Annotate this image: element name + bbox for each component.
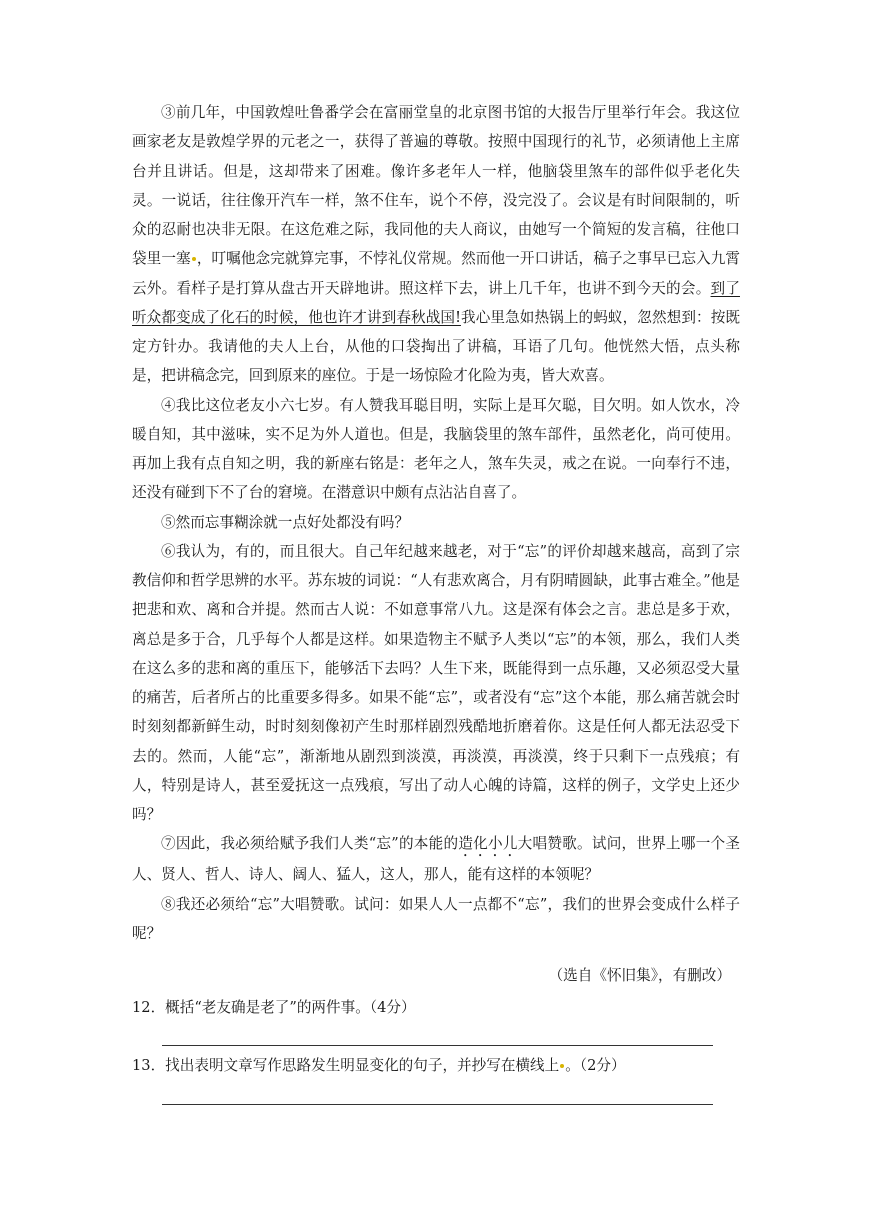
paragraph-3-text-c: 我心里急如热锅上的蚂蚁，忽然想到：按既定方针办。我请他的夫人上台，从他的口袋掏出了讲稿，耳语了几句。他恍然大悟，点头称是，把讲稿念完，回到原来的座位。于是一场惊险才化险为夷，皆大欢喜。 [132, 308, 740, 385]
answer-line-12[interactable] [162, 1045, 713, 1046]
highlight-dot-icon [560, 1064, 564, 1068]
underlined-sentence: 到了听众都变成了化石的时候，他也许才讲到春秋战国! [132, 279, 740, 326]
answer-line-13[interactable] [162, 1104, 713, 1105]
paragraph-7-text-b: 大唱赞歌。试问，世界上哪一个圣人、贤人、哲人、诗人、阔人、猛人，这人，那人，能有这样的本领呢？ [132, 835, 740, 884]
dotted-phrase: 造化小儿 [458, 835, 518, 853]
question-13 [132, 1054, 626, 1075]
source-citation: （选自《怀旧集》，有删改） [548, 967, 731, 984]
paragraph-4: ④我比这位老友小六七岁。有人赞我耳聪目明，实际上是耳欠聪，目欠明。如人饮水，冷暖自知，其中滋味，实不足为外人道也。但是，我脑袋里的煞车部件，虽然老化，尚可使用。再加上我有点自知之明，我的新座右铭是：老年之人，煞车失灵，戒之在说。一向奉行不违，还没有碰到下不了台的窘境。在潜意识中颇有点沾沾自喜了。 [132, 396, 740, 502]
paragraph-6: ⑥我认为，有的，而且很大。自己年纪越来越老，对于“忘”的评价却越来越高，高到了宗教信仰和哲学思辨的水平。苏东坡的词说：“人有悲欢离合，月有阴晴圆缺，此事古难全。”他是把悲和欢、离和合并提。然而古人说：不如意事常八九。这是深有体会之言。悲总是多于欢，离总是多于合，几乎每个人都是这样。如果造物主不赋予人类以“忘”的本领，那么，我们人类在这么多的悲和离的重压下，能够活下去吗？人生下来，既能得到一点乐趣，又必须忍受大量的痛苦，后者所占的比重要多得多。如果不能“忘”，或者没有“忘”这个本能，那么痛苦就会时时刻刻都新鲜生动，时时刻刻像初产生时那样剧烈残酷地折磨着你。这是任何人都无法忍受下去的。然而，人能“忘”，渐渐地从剧烈到淡漠，再淡漠，再淡漠，终于只剩下一点残痕；有人，特别是诗人，甚至爱抚这一点残痕，写出了动人心魄的诗篇，这样的例子，文学史上还少吗？ [132, 542, 740, 823]
paragraph-5: ⑤然而忘事糊涂就一点好处都没有吗？ [161, 513, 410, 531]
paragraph-3 [132, 98, 740, 391]
paragraph-3-text-b: ，叮嘱他念完就算完事，不悖礼仪常规。然而他一开口讲话，稿子之事早已忘入九霄云外。看样子是打算从盘古开天辟地讲。照这样下去，讲上几千年，也讲不到今天的会。 [132, 250, 740, 297]
question-13-text-a: 13．找出表明文章写作思路发生明显变化的句子，并抄写在横线上 [132, 1057, 560, 1074]
paragraph-7 [132, 829, 740, 889]
paragraph-3-text-a: ③前几年，中国敦煌吐鲁番学会在富丽堂皇的北京图书馆的大报告厅里举行年会。我这位画家老友是敦煌学界的元老之一，获得了普遍的尊敬。按照中国现行的礼节，必须请他上主席台并且讲话。但是，这却带来了困难。像许多老年人一样，他脑袋里煞车的部件似乎老化失灵。一说话，往往像开汽车一样，煞不住车，说个不停，没完没了。会议是有时间限制的，听众的忍耐也决非无限。在这危难之际，我同他的夫人商议，由她写一个简短的发言稿，往他口袋里一塞 [132, 104, 740, 268]
paragraph-7-text-a: ⑦因此，我必须给赋予我们人类“忘”的本能的 [161, 835, 459, 853]
highlight-dot-icon [192, 257, 196, 261]
question-13-text-b: 。（2分） [565, 1057, 626, 1074]
paragraph-8: ⑧我还必须给“忘”大唱赞歌。试问：如果人人一点都不“忘”，我们的世界会变成什么样子呢？ [132, 895, 740, 942]
reading-passage [132, 98, 740, 948]
question-12: 12．概括“老友确是老了”的两件事。（4分） [132, 999, 416, 1016]
